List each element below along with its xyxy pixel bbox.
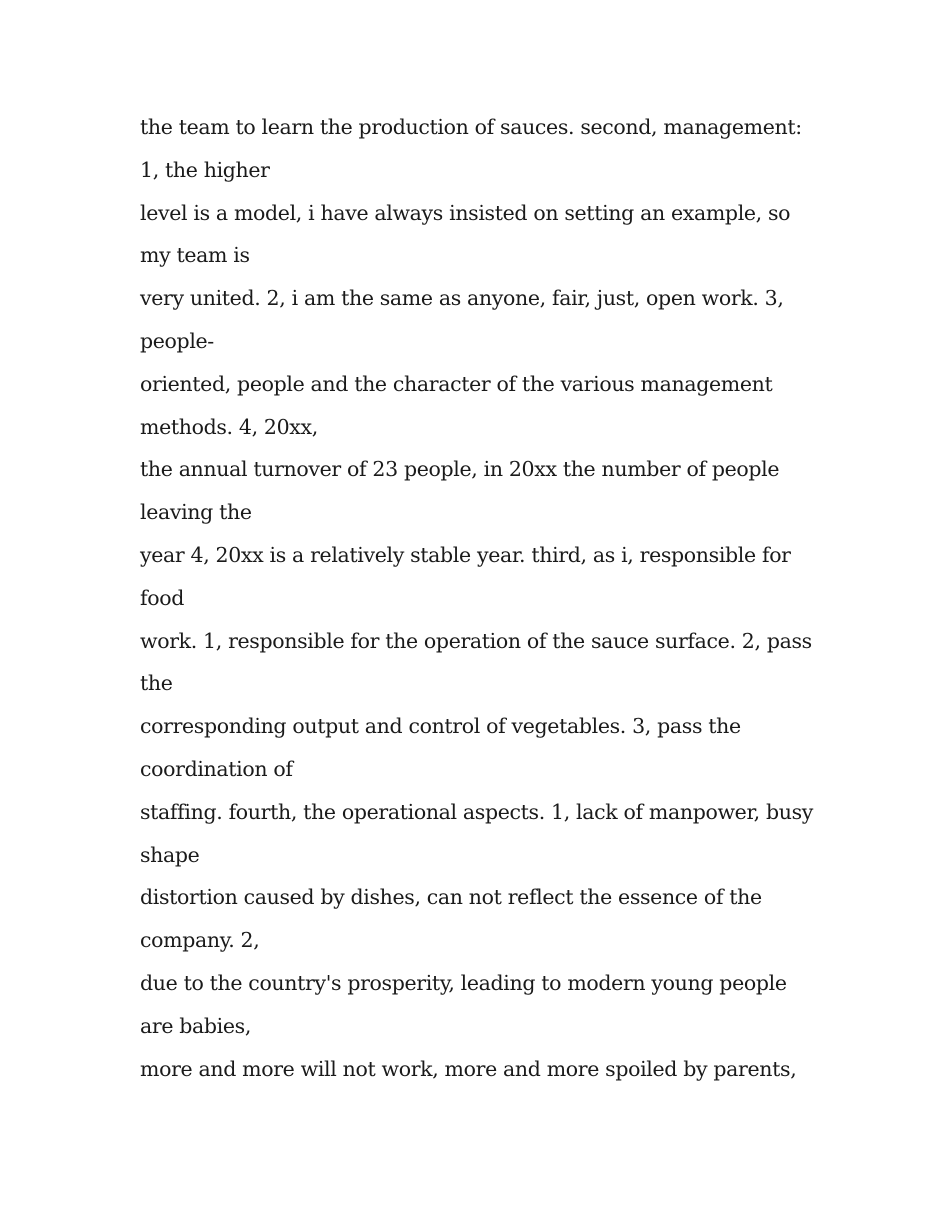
text-line: very united. 2, i am the same as anyone, fair, just, open work. 3, [140,286,784,311]
text-line: company. 2, [140,928,260,953]
text-line: methods. 4, 20xx, [140,414,318,439]
text-line: the [140,671,173,696]
text-line: coordination of [140,756,293,781]
text-line: corresponding output and control of vegetables. 3, pass the [140,714,741,739]
text-line: due to the country's prosperity, leading to modern young people [140,970,787,995]
text-line: more and more will not work, more and more spoiled by parents, [140,1056,797,1081]
text-line: 1, the higher [140,157,270,182]
text-line: oriented, people and the character of the various management [140,371,773,396]
text-line: shape [140,842,200,867]
text-line: distortion caused by dishes, can not reflect the essence of the [140,885,762,910]
document-body [140,106,830,1090]
text-line: the team to learn the production of sauces. second, management: [140,115,802,139]
text-line: level is a model, i have always insisted on setting an example, so [140,200,791,225]
text-line: staffing. fourth, the operational aspects. 1, lack of manpower, busy [140,799,814,824]
text-line: food [140,585,184,610]
text-line: work. 1, responsible for the operation of the sauce surface. 2, pass [140,628,812,653]
text-line: are babies, [140,1013,252,1038]
text-line: year 4, 20xx is a relatively stable year. third, as i, responsible for [140,542,791,567]
text-line: people- [140,328,214,353]
text-line: my team is [140,243,250,268]
text-line: the annual turnover of 23 people, in 20xx the number of people [140,457,780,482]
text-line: leaving the [140,500,252,525]
